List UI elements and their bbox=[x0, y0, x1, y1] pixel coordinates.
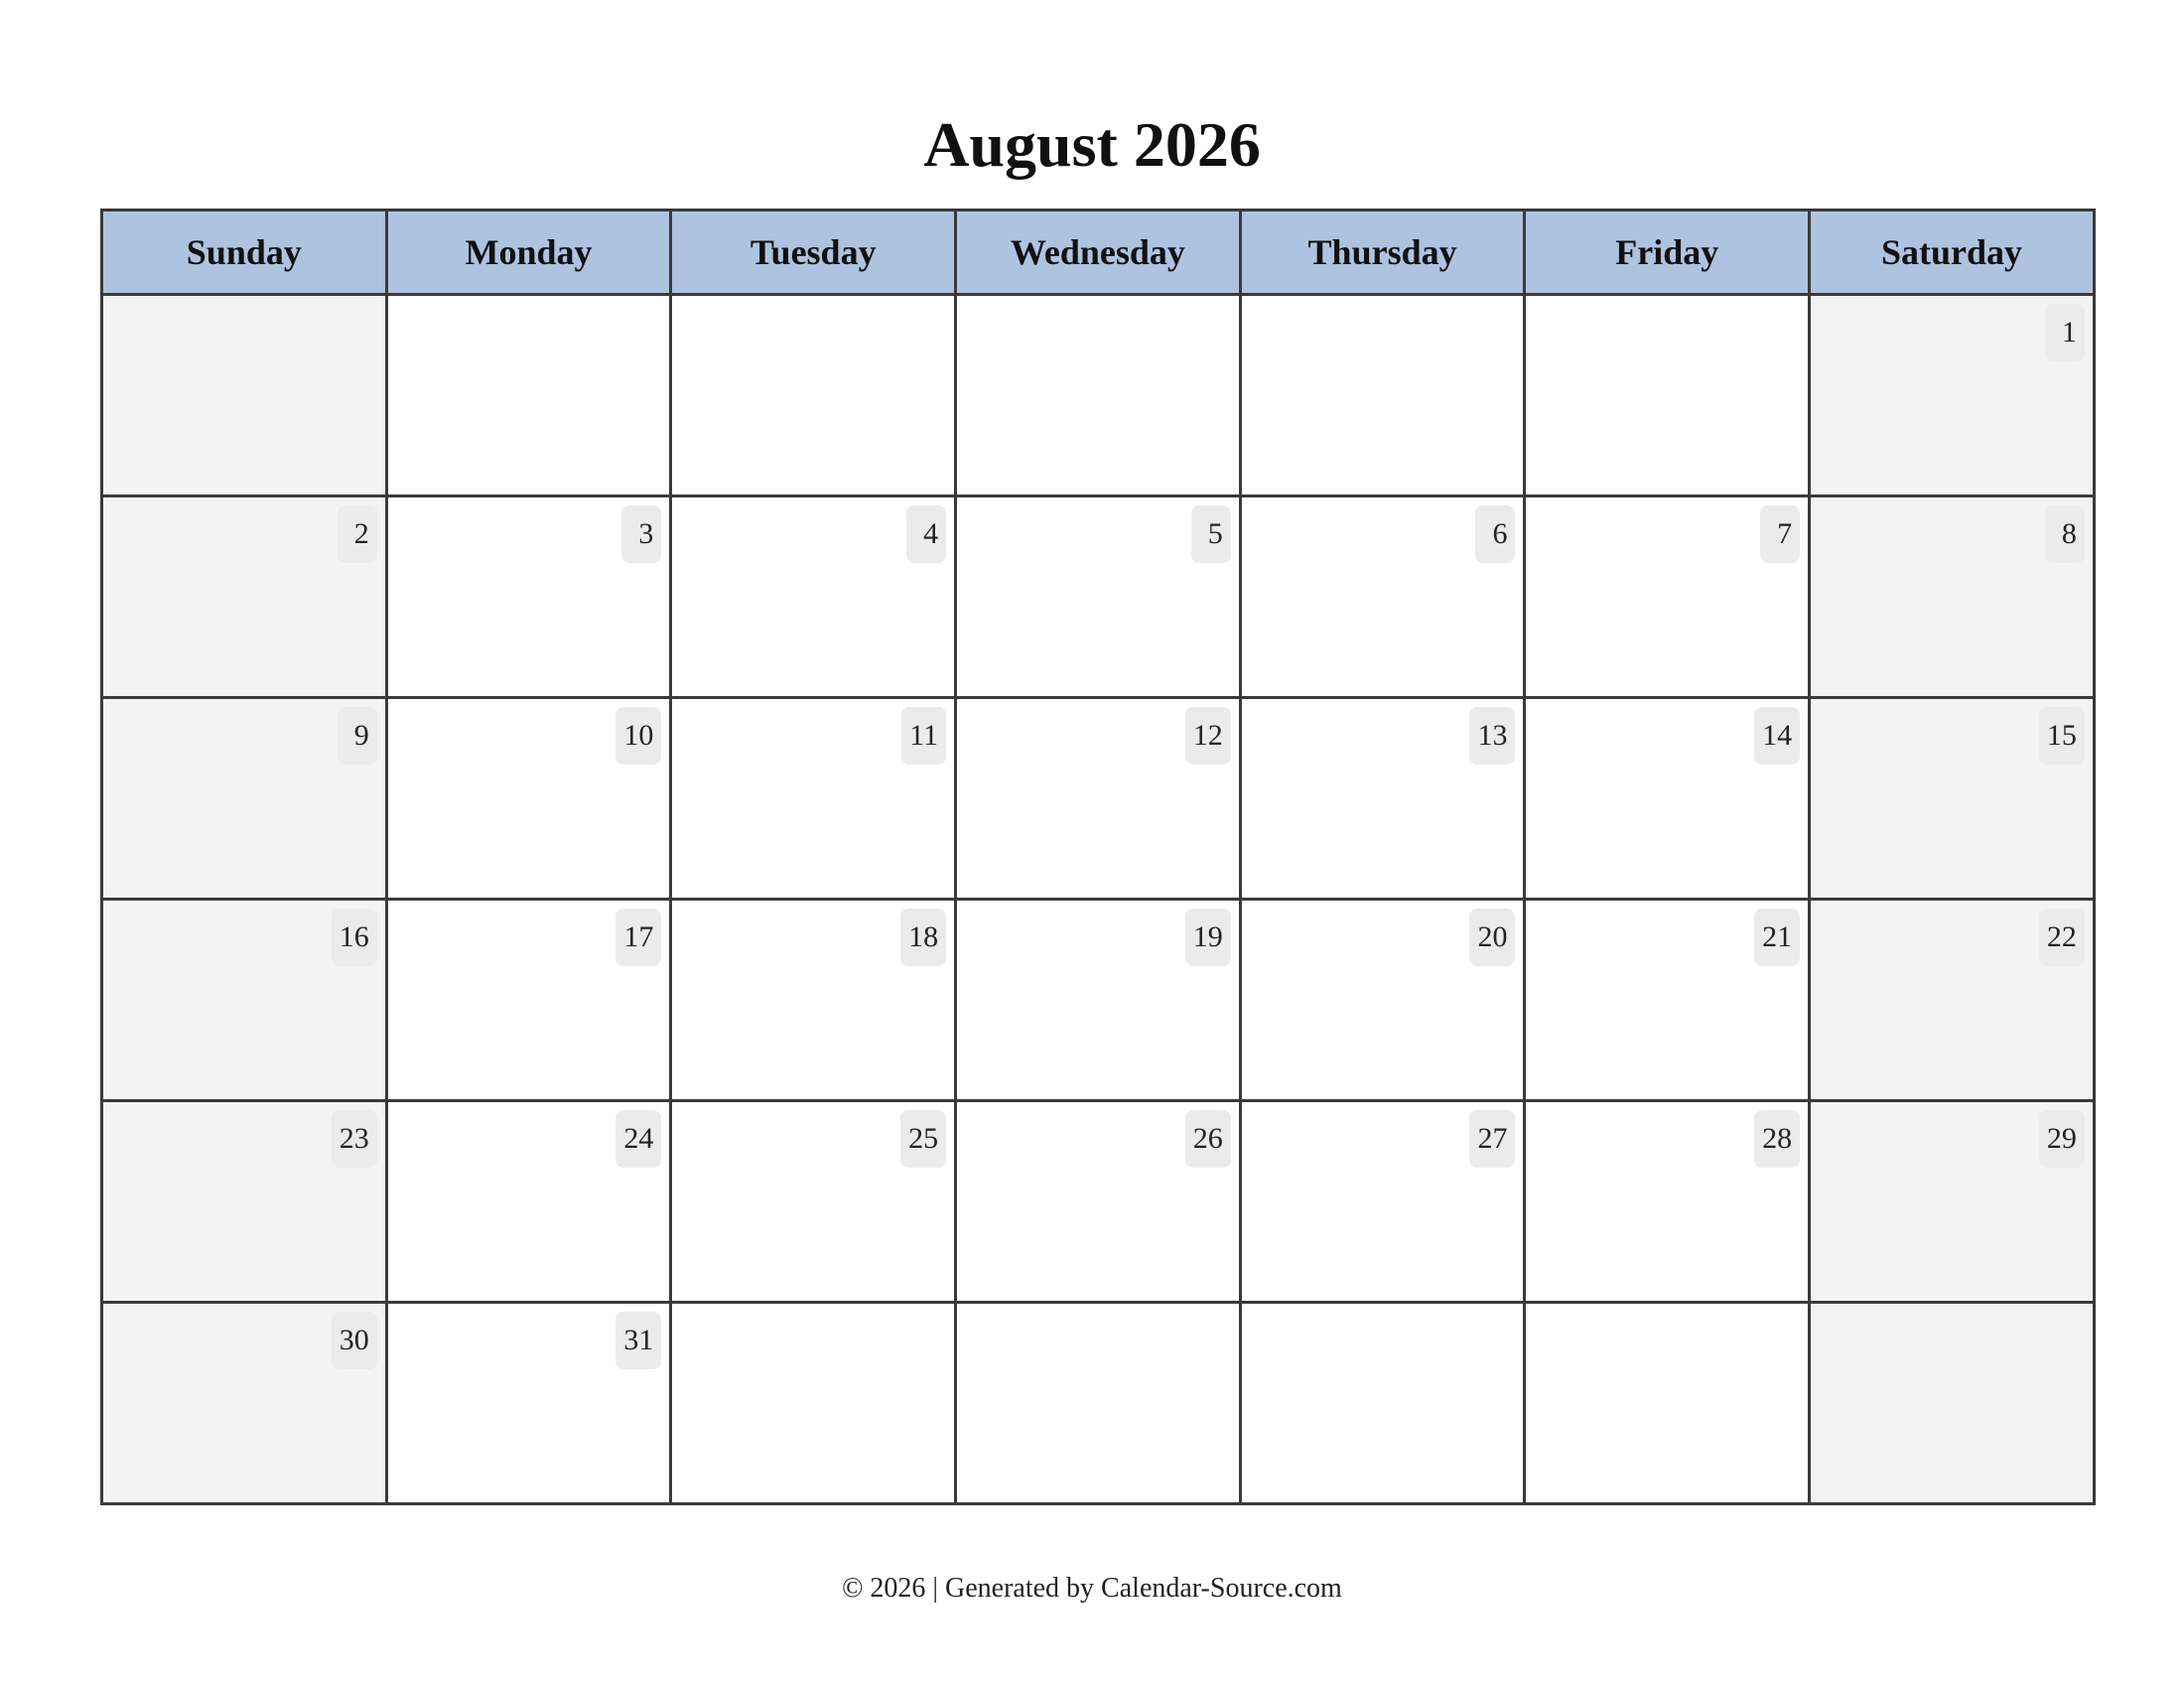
weekday-header-friday: Friday bbox=[1525, 211, 1810, 295]
weekday-header-sunday: Sunday bbox=[102, 211, 387, 295]
weekday-header-saturday: Saturday bbox=[1810, 211, 2095, 295]
day-number: 15 bbox=[2039, 707, 2085, 765]
calendar-grid bbox=[100, 209, 2096, 1505]
day-number: 17 bbox=[615, 909, 661, 966]
day-number: 11 bbox=[901, 707, 946, 765]
day-number: 30 bbox=[332, 1312, 377, 1369]
day-cell bbox=[1240, 1303, 1525, 1504]
weekday-header-thursday: Thursday bbox=[1240, 211, 1525, 295]
day-cell bbox=[102, 900, 387, 1101]
day-cell bbox=[956, 496, 1241, 698]
day-cell bbox=[386, 496, 671, 698]
day-cell bbox=[1525, 496, 1810, 698]
weekday-header-wednesday: Wednesday bbox=[956, 211, 1241, 295]
day-number: 18 bbox=[900, 909, 946, 966]
day-number: 29 bbox=[2039, 1110, 2085, 1168]
day-cell bbox=[1240, 295, 1525, 496]
day-number: 5 bbox=[1191, 505, 1231, 563]
day-cell bbox=[386, 698, 671, 900]
day-cell bbox=[102, 295, 387, 496]
weekday-header-tuesday: Tuesday bbox=[671, 211, 956, 295]
calendar-title: August 2026 bbox=[923, 109, 1261, 180]
day-number: 9 bbox=[338, 707, 377, 765]
day-cell bbox=[386, 900, 671, 1101]
footer-credit: © 2026 | Generated by Calendar-Source.com bbox=[842, 1573, 1342, 1604]
day-cell bbox=[102, 1303, 387, 1504]
day-number: 22 bbox=[2039, 909, 2085, 966]
day-number: 1 bbox=[2045, 304, 2085, 361]
day-cell bbox=[1810, 295, 2095, 496]
day-number: 14 bbox=[1754, 707, 1800, 765]
day-number: 25 bbox=[900, 1110, 946, 1168]
day-number: 3 bbox=[621, 505, 661, 563]
week-row bbox=[102, 295, 2095, 496]
week-row bbox=[102, 900, 2095, 1101]
day-cell bbox=[671, 1303, 956, 1504]
week-row bbox=[102, 698, 2095, 900]
day-number: 19 bbox=[1185, 909, 1231, 966]
day-cell bbox=[1525, 1303, 1810, 1504]
day-cell bbox=[1525, 900, 1810, 1101]
day-number: 7 bbox=[1760, 505, 1800, 563]
day-cell bbox=[386, 1303, 671, 1504]
weekday-header-row bbox=[102, 211, 2095, 295]
day-number: 16 bbox=[332, 909, 377, 966]
day-cell bbox=[1525, 1101, 1810, 1303]
day-cell bbox=[1240, 1101, 1525, 1303]
day-cell bbox=[671, 295, 956, 496]
day-cell bbox=[671, 1101, 956, 1303]
day-cell bbox=[956, 1303, 1241, 1504]
day-cell bbox=[1810, 1101, 2095, 1303]
day-cell bbox=[102, 496, 387, 698]
day-cell bbox=[1525, 295, 1810, 496]
week-row bbox=[102, 1303, 2095, 1504]
day-cell bbox=[386, 1101, 671, 1303]
day-number: 2 bbox=[338, 505, 377, 563]
day-cell bbox=[671, 496, 956, 698]
day-cell bbox=[1240, 698, 1525, 900]
day-cell bbox=[671, 900, 956, 1101]
day-cell bbox=[671, 698, 956, 900]
day-cell bbox=[956, 900, 1241, 1101]
day-number: 27 bbox=[1469, 1110, 1515, 1168]
day-cell bbox=[386, 295, 671, 496]
week-row bbox=[102, 1101, 2095, 1303]
day-cell bbox=[1240, 900, 1525, 1101]
day-cell bbox=[102, 698, 387, 900]
day-cell bbox=[956, 1101, 1241, 1303]
day-number: 6 bbox=[1475, 505, 1515, 563]
day-cell bbox=[1810, 1303, 2095, 1504]
day-cell bbox=[1525, 698, 1810, 900]
week-row bbox=[102, 496, 2095, 698]
day-number: 31 bbox=[615, 1312, 661, 1369]
day-number: 4 bbox=[906, 505, 946, 563]
weekday-header-monday: Monday bbox=[386, 211, 671, 295]
day-number: 26 bbox=[1185, 1110, 1231, 1168]
day-number: 12 bbox=[1185, 707, 1231, 765]
day-cell bbox=[1810, 900, 2095, 1101]
day-cell bbox=[1240, 496, 1525, 698]
day-cell bbox=[102, 1101, 387, 1303]
day-number: 20 bbox=[1469, 909, 1515, 966]
day-cell bbox=[956, 698, 1241, 900]
day-number: 21 bbox=[1754, 909, 1800, 966]
day-number: 8 bbox=[2045, 505, 2085, 563]
day-cell bbox=[1810, 698, 2095, 900]
day-number: 23 bbox=[332, 1110, 377, 1168]
day-number: 24 bbox=[615, 1110, 661, 1168]
day-cell bbox=[956, 295, 1241, 496]
day-cell bbox=[1810, 496, 2095, 698]
day-number: 28 bbox=[1754, 1110, 1800, 1168]
day-number: 13 bbox=[1469, 707, 1515, 765]
day-number: 10 bbox=[615, 707, 661, 765]
